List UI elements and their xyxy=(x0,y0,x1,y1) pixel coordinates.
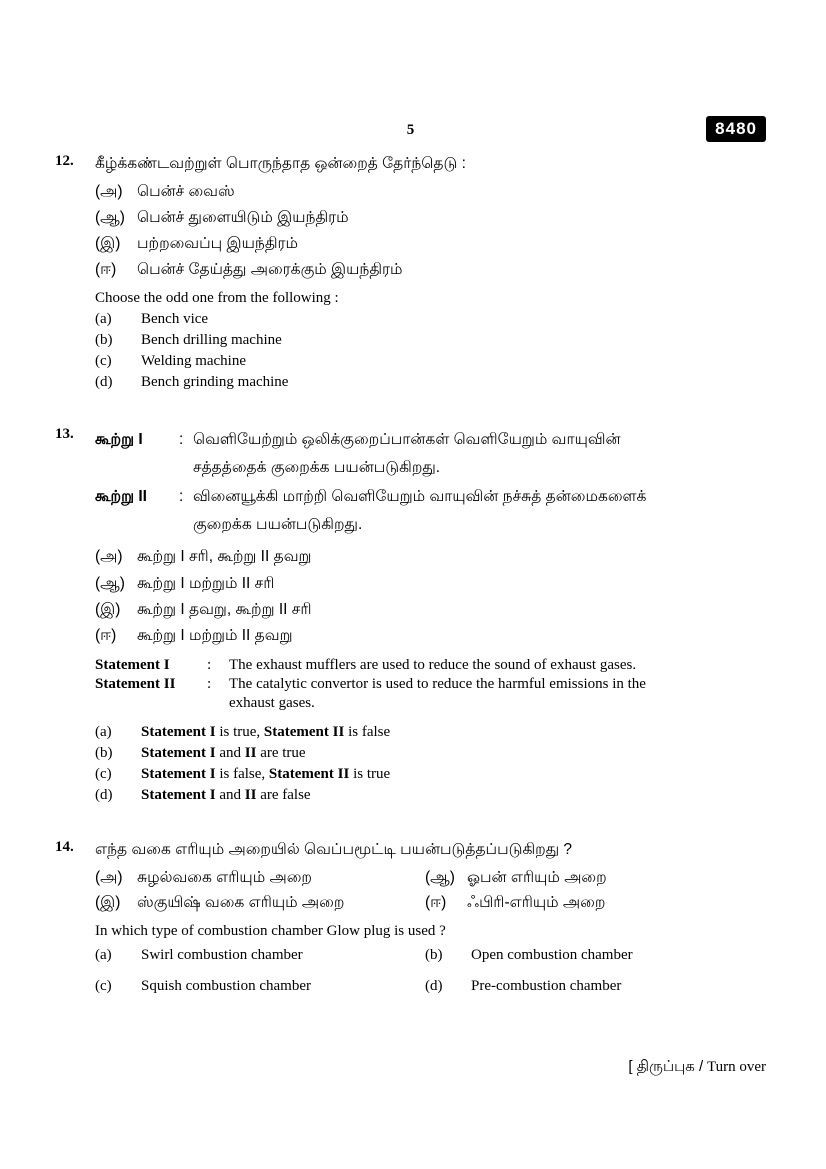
option-text-part: are true xyxy=(256,744,306,761)
option-text-part: is false, xyxy=(215,765,269,782)
statement-key: Statement I xyxy=(95,656,170,673)
option-text: Bench vice xyxy=(141,311,209,328)
option-label: (b) xyxy=(95,744,113,761)
question-14-option-english-a xyxy=(95,944,425,967)
option-text-part: Statement II xyxy=(268,765,350,782)
question-13-option-english-d xyxy=(95,787,766,804)
option-text-part: II xyxy=(244,744,257,761)
option-text: Open combustion chamber xyxy=(471,946,633,963)
question-14-options-tamil-row-2 xyxy=(95,890,766,915)
question-12-option-english-b xyxy=(95,332,766,349)
question-12-option-english-a xyxy=(95,311,766,328)
option-label: (ஈ) xyxy=(95,626,117,644)
option-text-part: and xyxy=(215,786,245,803)
option-text: ஓபன் எரியும் அறை xyxy=(467,868,607,886)
page-header xyxy=(55,110,766,140)
question-14-option-tamil-c xyxy=(95,890,425,915)
option-text: பென்ச் துளையிடும் இயந்திரம் xyxy=(137,208,349,226)
option-text xyxy=(141,724,766,741)
option-label: (இ) xyxy=(95,235,121,253)
option-text: கூற்று I மற்றும் II சரி xyxy=(137,574,275,592)
statement-text: வினையூக்கி மாற்றி வெளியேறும் வாயுவின் நச்சுத் தன்மைகளைக் xyxy=(193,488,647,506)
option-text-part: are false xyxy=(256,786,311,803)
option-label: (d) xyxy=(95,374,113,391)
question-14-stem-english: In which type of combustion chamber Glow plug is used ? xyxy=(95,922,446,939)
question-13-statement-tamil-1 xyxy=(95,427,766,453)
statement-key: Statement II xyxy=(95,675,176,692)
option-text: கூற்று I தவறு, கூற்று II சரி xyxy=(137,600,312,618)
turn-over-note xyxy=(628,1058,766,1077)
option-text: Swirl combustion chamber xyxy=(141,946,303,963)
option-text-part: is true, xyxy=(215,723,264,740)
question-12-stem-english: Choose the odd one from the following : xyxy=(95,290,339,307)
question-14-option-tamil-a xyxy=(95,865,425,890)
option-label: (ஆ) xyxy=(95,574,125,592)
turn-over-english: Turn over xyxy=(706,1059,766,1075)
page-content xyxy=(55,152,766,998)
option-label: (d) xyxy=(425,978,443,995)
statement-key: கூற்று II xyxy=(95,488,147,506)
question-13-statement-english-2 xyxy=(95,676,766,693)
option-label: (c) xyxy=(95,353,112,370)
option-text xyxy=(141,766,766,783)
option-label: (a) xyxy=(95,311,112,328)
option-text: Welding machine xyxy=(141,353,247,370)
question-13-statement-tamil-2 xyxy=(95,484,766,510)
option-text: ஸ்குயிஷ் வகை எரியும் அறை xyxy=(137,893,345,911)
option-label: (அ) xyxy=(95,868,123,886)
option-label: (இ) xyxy=(95,893,121,911)
question-13 xyxy=(55,425,766,808)
option-text-part: Statement I xyxy=(141,744,216,761)
option-label: (b) xyxy=(95,332,113,349)
statement-text: The exhaust mufflers are used to reduce the sound of exhaust gases. xyxy=(229,656,637,673)
page-number: 5 xyxy=(406,122,415,138)
option-label: (ஈ) xyxy=(425,893,447,911)
option-label: (ஆ) xyxy=(95,208,125,226)
option-label: (ஆ) xyxy=(425,868,455,886)
statement-colon: : xyxy=(179,488,184,506)
question-13-option-tamil-b xyxy=(95,571,766,596)
option-label: (இ) xyxy=(95,600,121,618)
option-text: பற்றவைப்பு இயந்திரம் xyxy=(137,235,299,253)
question-13-option-english-b xyxy=(95,745,766,762)
option-text-part: II xyxy=(244,786,257,803)
question-13-statement-english-1 xyxy=(95,657,766,674)
question-12-option-tamil-d xyxy=(95,257,766,282)
statement-text: The catalytic convertor is used to reduce the harmful emissions in the xyxy=(229,675,646,692)
question-14-option-english-b xyxy=(425,944,766,967)
option-label: (ஈ) xyxy=(95,261,117,279)
question-14-stem-tamil: எந்த வகை எரியும் அறையில் வெப்பமூட்டி பயன்படுத்தப்படுகிறது ? xyxy=(95,840,573,858)
question-14-option-tamil-d xyxy=(425,890,766,915)
option-text xyxy=(141,787,766,804)
question-12-number: 12. xyxy=(55,153,74,169)
option-label: (அ) xyxy=(95,548,123,566)
option-label: (அ) xyxy=(95,182,123,200)
option-label: (d) xyxy=(95,786,113,803)
option-label: (c) xyxy=(95,765,112,782)
question-13-statement-tamil-2-cont: குறைக்க பயன்படுகிறது. xyxy=(193,515,363,533)
option-text-part: is false xyxy=(344,723,391,740)
option-text-part: Statement II xyxy=(263,723,345,740)
question-14-number: 14. xyxy=(55,838,74,855)
option-text: Bench drilling machine xyxy=(141,332,282,349)
option-text: Bench grinding machine xyxy=(141,374,289,391)
option-label: (c) xyxy=(95,978,112,995)
question-14-option-tamil-b xyxy=(425,865,766,890)
statement-key: கூற்று I xyxy=(95,431,143,449)
option-text-part: Statement I xyxy=(141,786,216,803)
option-text: சுழல்வகை எரியும் அறை xyxy=(137,868,312,886)
statement-text: வெளியேற்றும் ஒலிக்குறைப்பான்கள் வெளியேறும் வாயுவின் xyxy=(193,431,621,449)
option-text: Squish combustion chamber xyxy=(141,978,311,995)
question-paper-code-badge: 8480 xyxy=(706,116,766,142)
question-12-option-tamil-b xyxy=(95,205,766,230)
option-text-part: is true xyxy=(349,765,391,782)
question-13-statement-english-2-cont: exhaust gases. xyxy=(229,694,315,711)
statement-colon: : xyxy=(207,675,212,692)
question-14-options-english-row-1 xyxy=(95,944,766,967)
question-13-option-english-c xyxy=(95,766,766,783)
option-text-part: Statement I xyxy=(141,723,216,740)
question-12-stem-tamil: கீழ்க்கண்டவற்றுள் பொருந்தாத ஒன்றைத் தேர்ந்தெடு : xyxy=(95,155,466,172)
question-12-option-english-d xyxy=(95,374,766,391)
statement-colon: : xyxy=(179,431,184,449)
question-14-options-english-row-2 xyxy=(95,975,766,998)
option-text: Pre-combustion chamber xyxy=(471,978,622,995)
option-text xyxy=(141,745,766,762)
question-14-option-english-c xyxy=(95,975,425,998)
question-14-options-tamil-row-1 xyxy=(95,865,766,890)
question-13-option-tamil-c xyxy=(95,597,766,622)
turn-over-tamil: [ திருப்புக / xyxy=(628,1058,704,1075)
option-label: (b) xyxy=(425,946,443,963)
option-text: கூற்று I சரி, கூற்று II தவறு xyxy=(137,548,312,566)
question-12-option-tamil-a xyxy=(95,179,766,204)
question-13-statement-tamil-1-cont: சத்தத்தைக் குறைக்க பயன்படுகிறது. xyxy=(193,458,441,476)
option-text: கூற்று I மற்றும் II தவறு xyxy=(137,626,293,644)
option-text: பென்ச் தேய்த்து அரைக்கும் இயந்திரம் xyxy=(137,261,403,279)
question-13-number: 13. xyxy=(55,426,74,443)
question-13-option-tamil-a xyxy=(95,544,766,569)
option-label: (a) xyxy=(95,946,112,963)
question-14-option-english-d xyxy=(425,975,766,998)
question-12-option-english-c xyxy=(95,353,766,370)
question-12-option-tamil-c xyxy=(95,231,766,256)
question-13-option-tamil-d xyxy=(95,623,766,648)
option-text-part: and xyxy=(215,744,245,761)
option-text-part: Statement I xyxy=(141,765,216,782)
question-12 xyxy=(55,152,766,395)
option-text: ஃபிரி-எரியும் அறை xyxy=(467,893,606,911)
option-label: (a) xyxy=(95,723,112,740)
option-text: பென்ச் வைஸ் xyxy=(137,182,235,200)
question-13-option-english-a xyxy=(95,724,766,741)
statement-colon: : xyxy=(207,656,212,673)
question-14 xyxy=(55,838,766,999)
